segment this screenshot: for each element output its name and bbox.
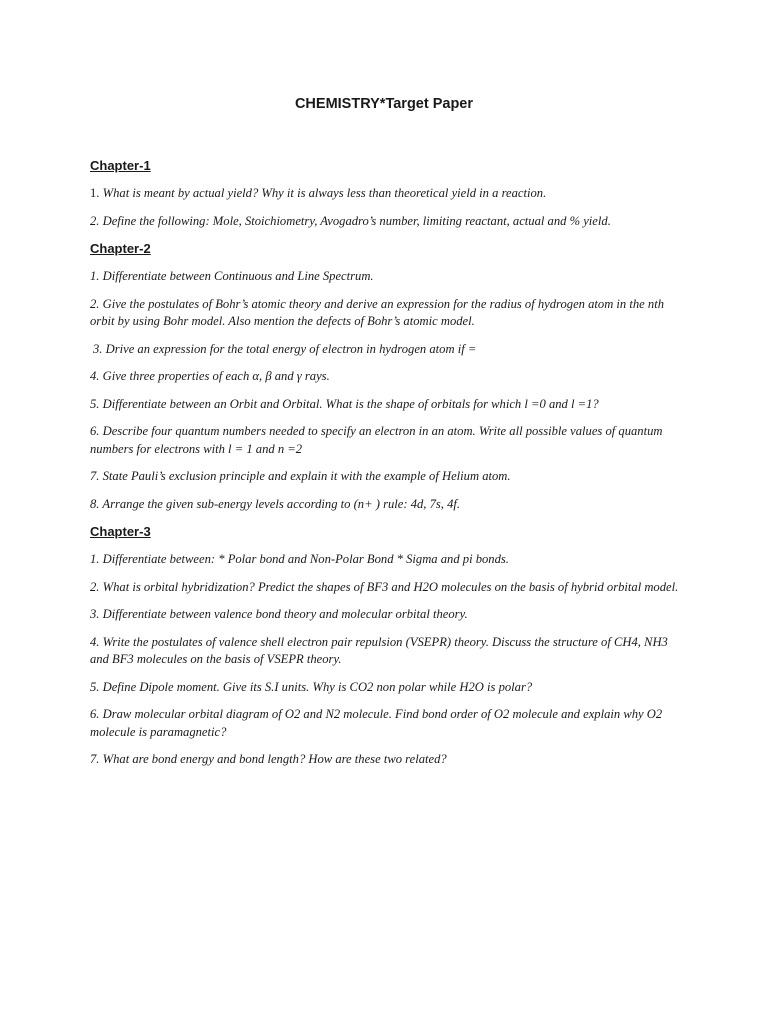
question-item <box>90 296 680 331</box>
question-text: What are bond energy and bond length? How are these two related? <box>102 752 447 766</box>
question-text: Define the following: Mole, Stoichiometry, Avogadro’s number, limiting reactant, actual and % yield. <box>102 213 611 228</box>
question-item <box>90 551 680 569</box>
question-text: State Pauli’s exclusion principle and explain it with the example of Helium atom. <box>102 469 511 483</box>
question-text: Differentiate between: * Polar bond and Non-Polar Bond * Sigma and pi bonds. <box>102 552 509 566</box>
question-text: Write the postulates of valence shell electron pair repulsion (VSEPR) theory. Discuss the structure of CH4, NH3 and BF3 molecules on the basis of VSEPR theory. <box>90 634 668 666</box>
question-number: 8. <box>90 496 100 511</box>
question-text: Differentiate between Continuous and Line Spectrum. <box>102 269 374 283</box>
question-item <box>90 468 680 486</box>
document-content <box>90 157 680 779</box>
question-text: Describe four quantum numbers needed to specify an electron in an atom. Write all possible values of quantum numbers for electrons with l = 1 and n =2 <box>90 424 663 456</box>
question-item <box>90 579 680 597</box>
chapter-heading: Chapter-3 <box>90 524 151 539</box>
question-number: 7. <box>90 469 100 483</box>
question-number: 2. <box>90 579 100 594</box>
question-number: 4. <box>90 634 100 649</box>
question-number: 2. <box>90 296 100 311</box>
question-item <box>90 213 680 231</box>
chapter-heading: Chapter-1 <box>90 158 151 173</box>
question-item <box>90 751 680 769</box>
question-number: 1. <box>90 186 100 200</box>
question-text: Differentiate between an Orbit and Orbital. What is the shape of orbitals for which l =0 and l =1? <box>102 396 599 411</box>
question-number: 5. <box>90 679 100 694</box>
question-item <box>90 341 680 359</box>
question-text: Draw molecular orbital diagram of O2 and N2 molecule. Find bond order of O2 molecule and explain why O2 molecule is paramagnetic? <box>90 707 663 739</box>
question-text: Give the postulates of Bohr’s atomic theory and derive an expression for the radius of hydrogen atom in the nth orbit by using Bohr model. Also mention the defects of Bohr’s atomic model. <box>90 296 665 328</box>
question-number: 1. <box>90 269 100 283</box>
question-text: What is meant by actual yield? Why it is always less than theoretical yield in a reaction. <box>102 186 547 200</box>
question-text: Differentiate between valence bond theory and molecular orbital theory. <box>102 607 468 621</box>
question-number: 3. <box>90 607 100 621</box>
chapter-heading: Chapter-2 <box>90 241 151 256</box>
question-item <box>90 268 680 286</box>
question-item <box>90 606 680 624</box>
question-number: 3. <box>93 341 103 356</box>
question-item <box>90 496 680 514</box>
question-number: 7. <box>90 752 100 766</box>
question-text: Arrange the given sub-energy levels according to (n+ ) rule: 4d, 7s, 4f. <box>102 496 461 511</box>
page-title: CHEMISTRY*Target Paper <box>294 96 474 112</box>
question-item <box>90 185 680 203</box>
question-number: 6. <box>90 424 100 438</box>
question-item <box>90 368 680 386</box>
question-item <box>90 423 680 458</box>
question-number: 4. <box>90 369 100 383</box>
question-item <box>90 396 680 414</box>
question-item <box>90 706 680 741</box>
question-number: 2. <box>90 213 100 228</box>
question-text: Give three properties of each α, β and γ rays. <box>102 369 330 383</box>
question-text: Drive an expression for the total energy of electron in hydrogen atom if = <box>105 341 477 356</box>
question-number: 5. <box>90 396 100 411</box>
question-number: 1. <box>90 552 100 566</box>
question-text: What is orbital hybridization? Predict the shapes of BF3 and H2O molecules on the basis of hybrid orbital model. <box>102 579 679 594</box>
question-item <box>90 679 680 697</box>
question-number: 6. <box>90 707 100 721</box>
question-text: Define Dipole moment. Give its S.I units. Why is CO2 non polar while H2O is polar? <box>102 679 533 694</box>
question-item <box>90 634 680 669</box>
